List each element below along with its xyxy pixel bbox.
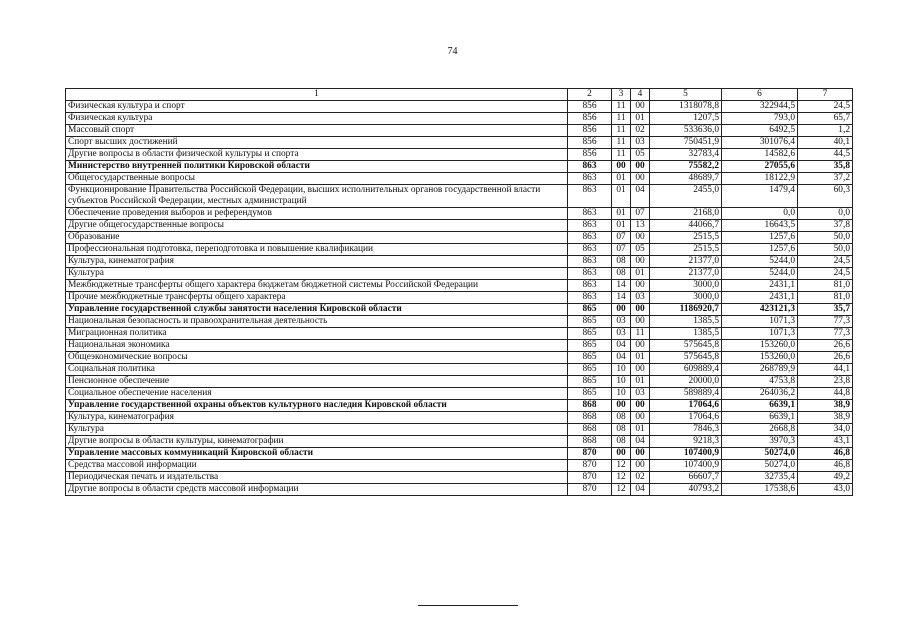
percent-value: 43,1	[798, 436, 853, 448]
column-header: 7	[798, 89, 853, 101]
plan-value: 1318078,8	[650, 101, 722, 113]
admin-code: 856	[568, 113, 612, 125]
admin-code: 856	[568, 101, 612, 113]
actual-value: 153260,0	[722, 340, 798, 352]
section-code: 01	[612, 208, 631, 220]
admin-code: 865	[568, 388, 612, 400]
plan-value: 32783,4	[650, 149, 722, 161]
admin-code: 863	[568, 220, 612, 232]
actual-value: 301076,4	[722, 137, 798, 149]
actual-value: 50274,0	[722, 448, 798, 460]
percent-value: 77,3	[798, 316, 853, 328]
column-header: 2	[568, 89, 612, 101]
actual-value: 32735,4	[722, 472, 798, 484]
column-header: 3	[612, 89, 631, 101]
actual-value: 1257,6	[722, 244, 798, 256]
actual-value: 2431,1	[722, 292, 798, 304]
table-row	[66, 256, 853, 268]
section-code: 01	[612, 173, 631, 185]
actual-value: 1479,4	[722, 185, 798, 208]
subsection-code: 11	[631, 328, 650, 340]
row-name: Другие вопросы в области физической культуры и спорта	[66, 149, 568, 161]
subsection-code: 02	[631, 472, 650, 484]
percent-value: 38,9	[798, 400, 853, 412]
section-code: 08	[612, 256, 631, 268]
subsection-code: 00	[631, 448, 650, 460]
plan-value: 750451,9	[650, 137, 722, 149]
plan-value: 21377,0	[650, 268, 722, 280]
percent-value: 0,0	[798, 208, 853, 220]
subsection-code: 00	[631, 232, 650, 244]
row-name: Управление государственной службы занятости населения Кировской области	[66, 304, 568, 316]
subsection-code: 07	[631, 208, 650, 220]
table-row	[66, 328, 853, 340]
row-name: Функционирование Правительства Российской Федерации, высших исполнительных органов государственной власти субъектов Российской Федерации, местных администраций	[66, 185, 568, 208]
admin-code: 870	[568, 472, 612, 484]
subsection-code: 01	[631, 113, 650, 125]
column-header: 1	[66, 89, 568, 101]
row-name: Профессиональная подготовка, переподготовка и повышение квалификации	[66, 244, 568, 256]
section-code: 14	[612, 292, 631, 304]
table-row	[66, 244, 853, 256]
section-code: 03	[612, 316, 631, 328]
plan-value: 17064,6	[650, 412, 722, 424]
admin-code: 868	[568, 400, 612, 412]
admin-code: 865	[568, 328, 612, 340]
section-code: 00	[612, 161, 631, 173]
row-name: Межбюджетные трансферты общего характера бюджетам бюджетной системы Российской Федерации	[66, 280, 568, 292]
row-name: Физическая культура	[66, 113, 568, 125]
row-name: Образование	[66, 232, 568, 244]
percent-value: 44,5	[798, 149, 853, 161]
row-name: Общегосударственные вопросы	[66, 173, 568, 185]
table-row	[66, 173, 853, 185]
admin-code: 865	[568, 340, 612, 352]
subsection-code: 01	[631, 268, 650, 280]
row-name: Культура	[66, 268, 568, 280]
plan-value: 533636,0	[650, 125, 722, 137]
table-row	[66, 316, 853, 328]
subsection-code: 03	[631, 292, 650, 304]
table-row	[66, 101, 853, 113]
row-name: Культура, кинематография	[66, 256, 568, 268]
admin-code: 863	[568, 268, 612, 280]
column-header: 5	[650, 89, 722, 101]
percent-value: 43,0	[798, 484, 853, 496]
section-code: 08	[612, 268, 631, 280]
actual-value: 6492,5	[722, 125, 798, 137]
section-code: 08	[612, 412, 631, 424]
admin-code: 865	[568, 352, 612, 364]
subsection-code: 02	[631, 125, 650, 137]
row-name: Национальная безопасность и правоохранительная деятельность	[66, 316, 568, 328]
plan-value: 44066,7	[650, 220, 722, 232]
percent-value: 81,0	[798, 280, 853, 292]
admin-code: 868	[568, 412, 612, 424]
subsection-code: 00	[631, 316, 650, 328]
percent-value: 65,7	[798, 113, 853, 125]
percent-value: 35,8	[798, 161, 853, 173]
actual-value: 6639,1	[722, 412, 798, 424]
admin-code: 856	[568, 149, 612, 161]
subsection-code: 00	[631, 304, 650, 316]
plan-value: 609889,4	[650, 364, 722, 376]
percent-value: 46,8	[798, 460, 853, 472]
admin-code: 870	[568, 484, 612, 496]
plan-value: 66607,7	[650, 472, 722, 484]
percent-value: 81,0	[798, 292, 853, 304]
plan-value: 21377,0	[650, 256, 722, 268]
table-row	[66, 125, 853, 137]
percent-value: 60,3	[798, 185, 853, 208]
actual-value: 1071,3	[722, 328, 798, 340]
actual-value: 1071,3	[722, 316, 798, 328]
table-row	[66, 376, 853, 388]
subsection-code: 04	[631, 436, 650, 448]
admin-code: 865	[568, 364, 612, 376]
plan-value: 3000,0	[650, 292, 722, 304]
actual-value: 2668,8	[722, 424, 798, 436]
table-row	[66, 400, 853, 412]
subsection-code: 00	[631, 101, 650, 113]
page-number: 74	[447, 46, 458, 57]
row-name: Периодическая печать и издательства	[66, 472, 568, 484]
percent-value: 35,7	[798, 304, 853, 316]
plan-value: 48689,7	[650, 173, 722, 185]
admin-code: 870	[568, 448, 612, 460]
section-code: 11	[612, 101, 631, 113]
row-name: Другие вопросы в области культуры, кинематографии	[66, 436, 568, 448]
section-code: 12	[612, 472, 631, 484]
percent-value: 24,5	[798, 101, 853, 113]
section-code: 14	[612, 280, 631, 292]
table-row	[66, 436, 853, 448]
section-code: 08	[612, 436, 631, 448]
section-code: 04	[612, 340, 631, 352]
plan-value: 1186920,7	[650, 304, 722, 316]
section-code: 12	[612, 484, 631, 496]
section-code: 03	[612, 328, 631, 340]
admin-code: 863	[568, 256, 612, 268]
actual-value: 4753,8	[722, 376, 798, 388]
admin-code: 863	[568, 161, 612, 173]
subsection-code: 05	[631, 149, 650, 161]
row-name: Миграционная политика	[66, 328, 568, 340]
percent-value: 37,2	[798, 173, 853, 185]
plan-value: 7846,3	[650, 424, 722, 436]
row-name: Культура, кинематография	[66, 412, 568, 424]
percent-value: 26,6	[798, 352, 853, 364]
plan-value: 107400,9	[650, 448, 722, 460]
row-name: Физическая культура и спорт	[66, 101, 568, 113]
percent-value: 23,8	[798, 376, 853, 388]
section-code: 00	[612, 304, 631, 316]
row-name: Обеспечение проведения выборов и референдумов	[66, 208, 568, 220]
row-name: Прочие межбюджетные трансферты общего характера	[66, 292, 568, 304]
section-code: 11	[612, 113, 631, 125]
subsection-code: 01	[631, 376, 650, 388]
admin-code: 863	[568, 232, 612, 244]
plan-value: 2515,5	[650, 232, 722, 244]
actual-value: 0,0	[722, 208, 798, 220]
subsection-code: 00	[631, 400, 650, 412]
actual-value: 2431,1	[722, 280, 798, 292]
actual-value: 153260,0	[722, 352, 798, 364]
actual-value: 16643,5	[722, 220, 798, 232]
plan-value: 575645,8	[650, 340, 722, 352]
row-name: Спорт высших достижений	[66, 137, 568, 149]
percent-value: 24,5	[798, 256, 853, 268]
plan-value: 2515,5	[650, 244, 722, 256]
percent-value: 49,2	[798, 472, 853, 484]
section-code: 11	[612, 137, 631, 149]
section-code: 12	[612, 460, 631, 472]
subsection-code: 13	[631, 220, 650, 232]
subsection-code: 00	[631, 280, 650, 292]
table-row	[66, 185, 853, 208]
section-code: 07	[612, 232, 631, 244]
subsection-code: 00	[631, 364, 650, 376]
table-row	[66, 412, 853, 424]
plan-value: 2168,0	[650, 208, 722, 220]
admin-code: 870	[568, 460, 612, 472]
percent-value: 38,9	[798, 412, 853, 424]
percent-value: 50,0	[798, 244, 853, 256]
section-code: 11	[612, 125, 631, 137]
section-code: 00	[612, 448, 631, 460]
plan-value: 3000,0	[650, 280, 722, 292]
subsection-code: 04	[631, 484, 650, 496]
table-row	[66, 292, 853, 304]
table-row	[66, 424, 853, 436]
section-code: 08	[612, 424, 631, 436]
subsection-code: 00	[631, 460, 650, 472]
actual-value: 264036,2	[722, 388, 798, 400]
table-row	[66, 280, 853, 292]
subsection-code: 01	[631, 424, 650, 436]
percent-value: 1,2	[798, 125, 853, 137]
actual-value: 27055,6	[722, 161, 798, 173]
section-code: 10	[612, 376, 631, 388]
table-row	[66, 340, 853, 352]
percent-value: 44,8	[798, 388, 853, 400]
plan-value: 107400,9	[650, 460, 722, 472]
table-row	[66, 149, 853, 161]
plan-value: 75582,2	[650, 161, 722, 173]
plan-value: 17064,6	[650, 400, 722, 412]
admin-code: 863	[568, 185, 612, 208]
actual-value: 268789,9	[722, 364, 798, 376]
subsection-code: 05	[631, 244, 650, 256]
row-name: Другие вопросы в области средств массовой информации	[66, 484, 568, 496]
plan-value: 20000,0	[650, 376, 722, 388]
table-row	[66, 460, 853, 472]
admin-code: 865	[568, 316, 612, 328]
actual-value: 18122,9	[722, 173, 798, 185]
row-name: Пенсионное обеспечение	[66, 376, 568, 388]
admin-code: 868	[568, 436, 612, 448]
row-name: Социальная политика	[66, 364, 568, 376]
admin-code: 865	[568, 376, 612, 388]
section-code: 10	[612, 364, 631, 376]
percent-value: 37,8	[798, 220, 853, 232]
row-name: Общеэкономические вопросы	[66, 352, 568, 364]
actual-value: 14582,6	[722, 149, 798, 161]
plan-value: 589889,4	[650, 388, 722, 400]
plan-value: 575645,8	[650, 352, 722, 364]
percent-value: 50,0	[798, 232, 853, 244]
section-code: 00	[612, 400, 631, 412]
admin-code: 863	[568, 208, 612, 220]
row-name: Министерство внутренней политики Кировской области	[66, 161, 568, 173]
subsection-code: 00	[631, 173, 650, 185]
actual-value: 17538,6	[722, 484, 798, 496]
plan-value: 1385,5	[650, 316, 722, 328]
table-row	[66, 113, 853, 125]
percent-value: 26,6	[798, 340, 853, 352]
actual-value: 6639,1	[722, 400, 798, 412]
row-name: Управление государственной охраны объектов культурного наследия Кировской области	[66, 400, 568, 412]
admin-code: 856	[568, 125, 612, 137]
column-header: 4	[631, 89, 650, 101]
percent-value: 77,3	[798, 328, 853, 340]
actual-value: 322944,5	[722, 101, 798, 113]
section-code: 04	[612, 352, 631, 364]
plan-value: 1207,5	[650, 113, 722, 125]
section-code: 10	[612, 388, 631, 400]
percent-value: 46,8	[798, 448, 853, 460]
row-name: Национальная экономика	[66, 340, 568, 352]
row-name: Средства массовой информации	[66, 460, 568, 472]
section-code: 01	[612, 185, 631, 208]
subsection-code: 00	[631, 412, 650, 424]
admin-code: 863	[568, 244, 612, 256]
footer-divider	[418, 605, 518, 606]
admin-code: 863	[568, 280, 612, 292]
table-row	[66, 208, 853, 220]
plan-value: 40793,2	[650, 484, 722, 496]
admin-code: 863	[568, 292, 612, 304]
row-name: Массовый спорт	[66, 125, 568, 137]
subsection-code: 04	[631, 185, 650, 208]
percent-value: 40,1	[798, 137, 853, 149]
percent-value: 44,1	[798, 364, 853, 376]
actual-value: 1257,6	[722, 232, 798, 244]
row-name: Другие общегосударственные вопросы	[66, 220, 568, 232]
section-code: 07	[612, 244, 631, 256]
actual-value: 3970,3	[722, 436, 798, 448]
subsection-code: 03	[631, 388, 650, 400]
table-row	[66, 352, 853, 364]
admin-code: 865	[568, 304, 612, 316]
actual-value: 50274,0	[722, 460, 798, 472]
table-row	[66, 161, 853, 173]
table-row	[66, 137, 853, 149]
table-row	[66, 232, 853, 244]
column-header: 6	[722, 89, 798, 101]
table-row	[66, 448, 853, 460]
subsection-code: 00	[631, 256, 650, 268]
table-row	[66, 268, 853, 280]
subsection-code: 00	[631, 161, 650, 173]
percent-value: 24,5	[798, 268, 853, 280]
admin-code: 863	[568, 173, 612, 185]
table-row	[66, 220, 853, 232]
subsection-code: 01	[631, 352, 650, 364]
row-name: Управление массовых коммуникаций Кировской области	[66, 448, 568, 460]
table-row	[66, 304, 853, 316]
table-row	[66, 472, 853, 484]
table-row	[66, 388, 853, 400]
plan-value: 1385,5	[650, 328, 722, 340]
table-header-row	[66, 89, 853, 101]
actual-value: 5244,0	[722, 268, 798, 280]
row-name: Культура	[66, 424, 568, 436]
table-row	[66, 364, 853, 376]
budget-table	[65, 88, 853, 496]
admin-code: 856	[568, 137, 612, 149]
row-name: Социальное обеспечение населения	[66, 388, 568, 400]
subsection-code: 03	[631, 137, 650, 149]
subsection-code: 00	[631, 340, 650, 352]
plan-value: 2455,0	[650, 185, 722, 208]
table-row	[66, 484, 853, 496]
percent-value: 34,0	[798, 424, 853, 436]
section-code: 01	[612, 220, 631, 232]
section-code: 11	[612, 149, 631, 161]
admin-code: 868	[568, 424, 612, 436]
actual-value: 793,0	[722, 113, 798, 125]
plan-value: 9218,3	[650, 436, 722, 448]
actual-value: 423121,3	[722, 304, 798, 316]
actual-value: 5244,0	[722, 256, 798, 268]
